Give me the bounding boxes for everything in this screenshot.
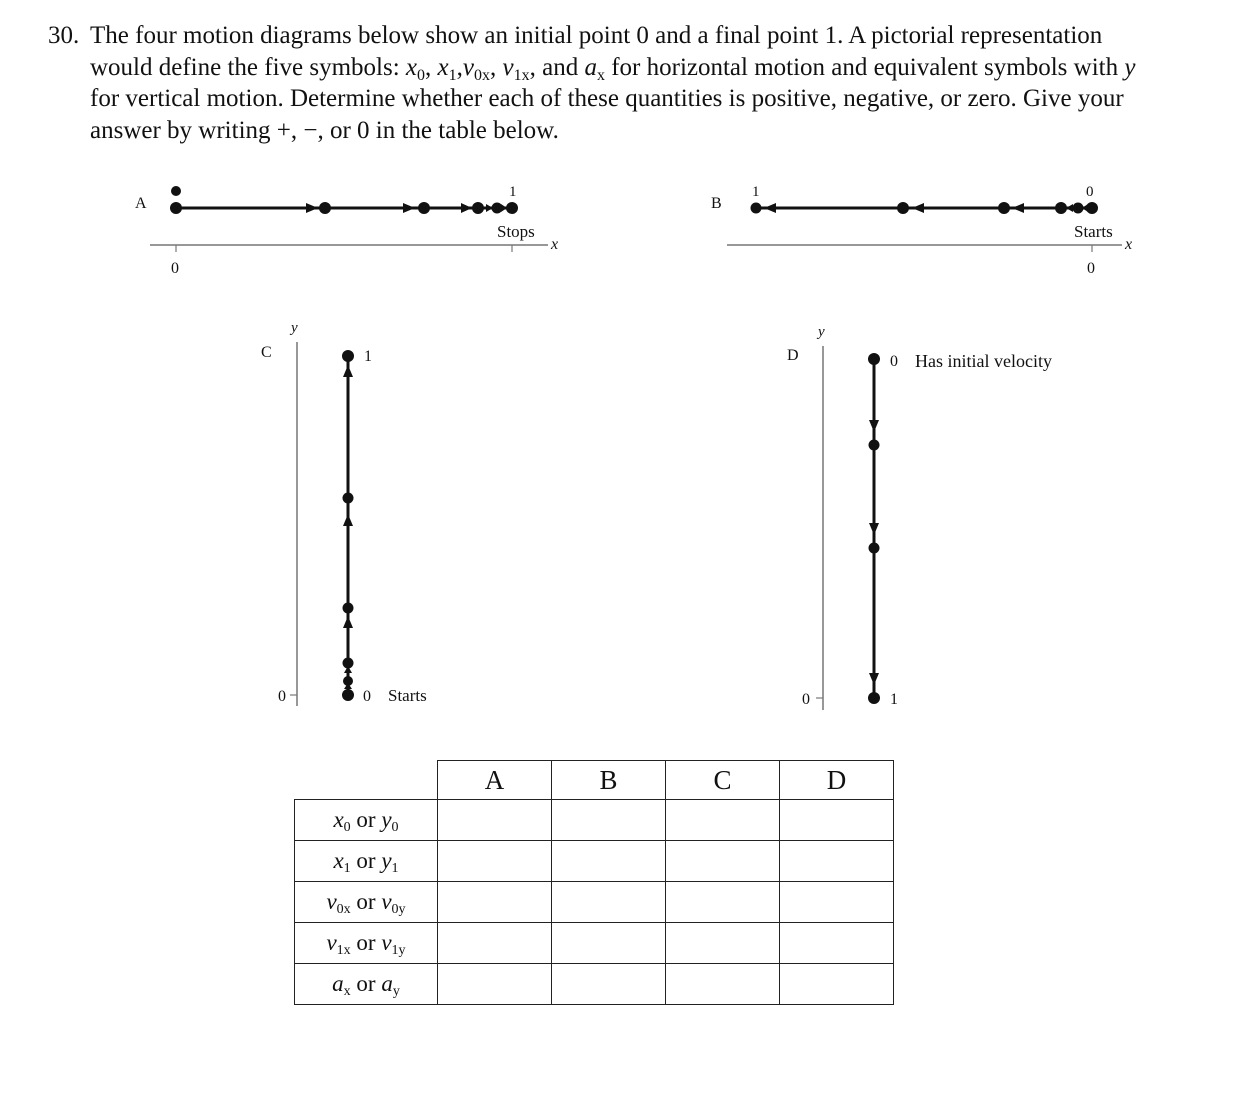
diagram-a-start-dot xyxy=(171,186,181,196)
answer-cell-d-final-position[interactable] xyxy=(780,841,894,882)
answer-cell-d-final-velocity[interactable] xyxy=(780,923,894,964)
answer-cell-d-acceleration[interactable] xyxy=(780,964,894,1005)
row-label-initial-velocity: $v_{0x}$ or $v_{0y}$ xyxy=(295,882,438,923)
diagram-a xyxy=(135,184,558,277)
diagram-c xyxy=(261,320,427,706)
answer-cell-a-initial-velocity[interactable] xyxy=(438,882,552,923)
table-row-acceleration xyxy=(295,964,894,1005)
column-header-b: B xyxy=(552,761,666,800)
diagram-b-initial-label: 0 xyxy=(1086,184,1094,200)
answer-cell-b-acceleration[interactable] xyxy=(552,964,666,1005)
diagram-b-axis-label: x xyxy=(1125,236,1133,253)
diagram-d xyxy=(787,324,1052,710)
diagram-c-initial-label: 0 xyxy=(363,688,371,705)
problem-number: 30. xyxy=(48,22,80,49)
answer-table-corner xyxy=(295,761,438,800)
diagram-c-label: C xyxy=(261,344,272,361)
answer-table xyxy=(294,760,894,1005)
diagram-b-final-label: 1 xyxy=(752,184,760,200)
diagram-b-starts-label: Starts xyxy=(1074,222,1113,241)
diagram-d-final-label: 1 xyxy=(890,691,898,708)
answer-cell-a-final-velocity[interactable] xyxy=(438,923,552,964)
column-header-c: C xyxy=(666,761,780,800)
diagram-a-label: A xyxy=(135,195,147,212)
diagram-c-starts-label: Starts xyxy=(388,686,427,705)
diagram-d-label: D xyxy=(787,347,799,364)
diagram-d-initial-label: 0 xyxy=(890,353,898,370)
answer-cell-c-initial-position[interactable] xyxy=(666,800,780,841)
answer-cell-b-initial-position[interactable] xyxy=(552,800,666,841)
problem-line-1: The four motion diagrams below show an initial point 0 and a final point 1. A pictorial representation xyxy=(90,22,1103,49)
diagram-a-origin-tick: 0 xyxy=(171,260,179,277)
table-row-final-position xyxy=(295,841,894,882)
answer-cell-c-initial-velocity[interactable] xyxy=(666,882,780,923)
diagram-c-origin-tick: 0 xyxy=(278,688,286,705)
answer-cell-b-initial-velocity[interactable] xyxy=(552,882,666,923)
diagram-d-axis-label: y xyxy=(818,324,825,340)
diagram-d-origin-tick: 0 xyxy=(802,691,810,708)
column-header-d: D xyxy=(780,761,894,800)
problem-line-3: for vertical motion. Determine whether each of these quantities is positive, negative, or zero. Give your xyxy=(90,85,1124,112)
diagram-b-origin-tick: 0 xyxy=(1087,260,1095,277)
row-label-acceleration: $a_x$ or $a_y$ xyxy=(295,964,438,1005)
diagram-c-axis-label: y xyxy=(291,320,298,336)
diagram-a-axis-label: x xyxy=(551,236,559,253)
row-label-initial-position: $x_0$ or $y_0$ xyxy=(295,800,438,841)
answer-cell-b-final-velocity[interactable] xyxy=(552,923,666,964)
answer-cell-b-final-position[interactable] xyxy=(552,841,666,882)
answer-cell-a-initial-position[interactable] xyxy=(438,800,552,841)
answer-cell-c-final-velocity[interactable] xyxy=(666,923,780,964)
problem-line-4: answer by writing +, −, or 0 in the table below. xyxy=(90,116,559,144)
answer-cell-d-initial-velocity[interactable] xyxy=(780,882,894,923)
table-row-final-velocity xyxy=(295,923,894,964)
diagram-a-final-label: 1 xyxy=(509,184,517,200)
answer-cell-a-final-position[interactable] xyxy=(438,841,552,882)
row-label-final-velocity: $v_{1x}$ or $v_{1y}$ xyxy=(295,923,438,964)
answer-table-header xyxy=(295,761,894,800)
diagram-c-final-label: 1 xyxy=(364,348,372,365)
diagram-b xyxy=(711,184,1132,277)
answer-cell-c-final-position[interactable] xyxy=(666,841,780,882)
diagram-b-label: B xyxy=(711,195,722,212)
table-row-initial-position xyxy=(295,800,894,841)
diagram-d-note: Has initial velocity xyxy=(915,351,1052,371)
answer-cell-d-initial-position[interactable] xyxy=(780,800,894,841)
table-row-initial-velocity xyxy=(295,882,894,923)
diagram-a-stops-label: Stops xyxy=(497,222,535,241)
row-label-final-position: $x_1$ or $y_1$ xyxy=(295,841,438,882)
column-header-a: A xyxy=(438,761,552,800)
answer-cell-a-acceleration[interactable] xyxy=(438,964,552,1005)
problem-line-2: would define the five symbols: $x_0$, $x_1,v_{0x}$, $v_{1x}$, and $a_x$ for horizontal motion and equivalent symbols with y xyxy=(90,53,1136,84)
answer-cell-c-acceleration[interactable] xyxy=(666,964,780,1005)
